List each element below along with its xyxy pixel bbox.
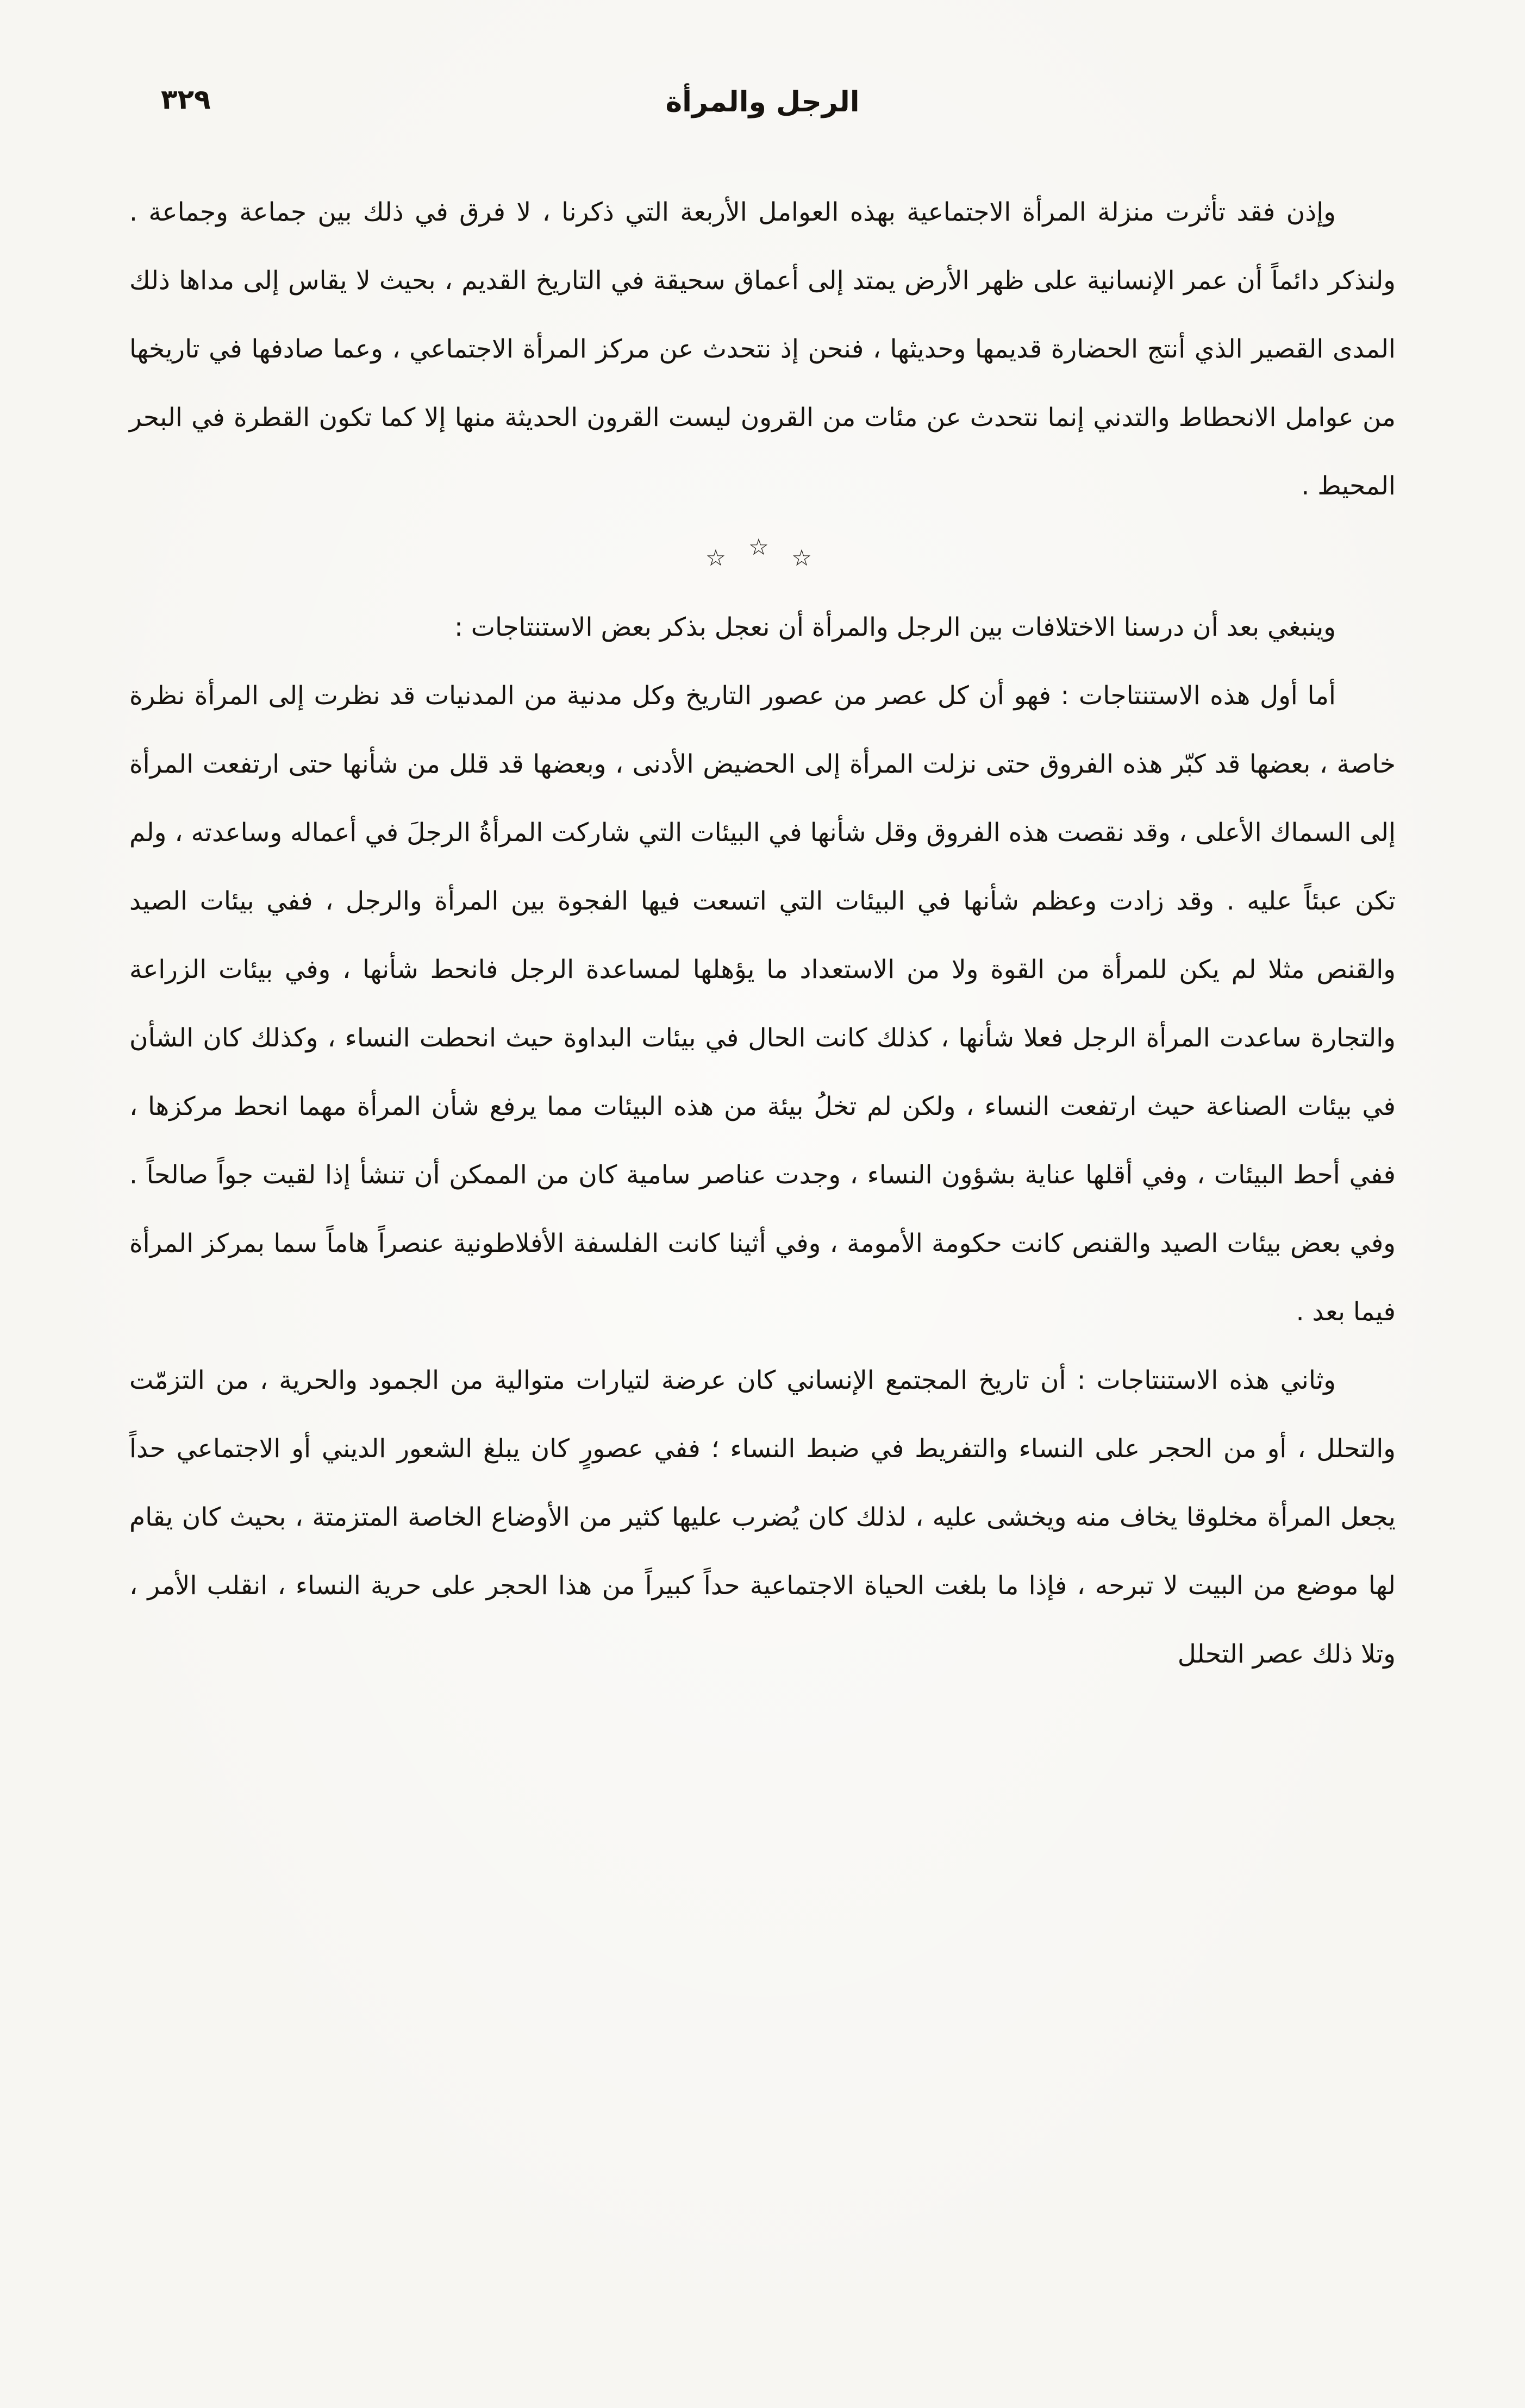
page-header (129, 81, 1396, 130)
section-separator (129, 528, 1396, 588)
star-icon: ☆ (705, 544, 734, 571)
page-number: ٣٢٩ (161, 84, 211, 115)
page-title: الرجل والمرأة (665, 86, 860, 118)
body-paragraph-3: أما أول هذه الاستنتاجات : فهو أن كل عصر من عصور التاريخ وكل مدنية من المدنيات قد نظرت إلى المرأة نظرة خاصة ، بعضها قد كبّر هذه الفروق حتى نزلت المرأة إلى الحضيض الأدنى ، وبعضها قد قلل من شأنها حتى ارتفعت المرأة إلى السماك الأعلى ، وقد نقصت هذه الفروق وقل شأنها في البيئات التي شاركت المرأةُ الرجلَ في أعماله وساعدته ، ولم تكن عبئاً عليه . وقد زادت وعظم شأنها في البيئات التي اتسعت فيها الفجوة بين المرأة والرجل ، ففي بيئات الصيد والقنص مثلا لم يكن للمرأة من القوة ولا من الاستعداد ما يؤهلها لمساعدة الرجل فانحط شأنها ، وفي بيئات الزراعة والتجارة ساعدت المرأة الرجل فعلا شأنها ، كذلك كانت الحال في بيئات البداوة حيث انحطت النساء ، وكذلك كان الشأن في بيئات الصناعة حيث ارتفعت النساء ، ولكن لم تخلُ بيئة من هذه البيئات مما يرفع شأن المرأة مهما انحط مركزها ، ففي أحط البيئات ، وفي أقلها عناية بشؤون النساء ، وجدت عناصر سامية كان من الممكن أن تنشأ إذا لقيت جواً صالحاً . وفي بعض بيئات الصيد والقنص كانت حكومة الأمومة ، وفي أثينا كانت الفلسفة الأفلاطونية عنصراً هاماً سما بمركز المرأة فيما بعد . (129, 681, 1396, 1327)
star-icon: ☆ (791, 544, 820, 571)
body-paragraph-2: وينبغي بعد أن درسنا الاختلافات بين الرجل والمرأة أن نعجل بذكر بعض الاستنتاجات : (454, 612, 1336, 642)
body-paragraph-1: وإذن فقد تأثرت منزلة المرأة الاجتماعية بهذه العوامل الأربعة التي ذكرنا ، لا فرق في ذلك بين جماعة وجماعة . ولنذكر دائماً أن عمر الإنسانية على ظهر الأرض يمتد إلى أعماق سحيقة في التاريخ القديم ، بحيث لا يقاس إلى مداها ذلك المدى القصير الذي أنتج الحضارة قديمها وحديثها ، فنحن إذ نتحدث عن مركز المرأة الاجتماعي ، وعما صادفها في تاريخها من عوامل الانحطاط والتدني إنما نتحدث عن مئات من القرون ليست القرون الحديثة منها إلا كما تكون القطرة في البحر المحيط . (129, 197, 1396, 501)
star-icon: ☆ (748, 534, 777, 560)
page-body (129, 178, 1396, 1689)
body-paragraph-4: وثاني هذه الاستنتاجات : أن تاريخ المجتمع الإنساني كان عرضة لتيارات متوالية من الجمود والحرية ، من التزمّت والتحلل ، أو من الحجر على النساء والتفريط في ضبط النساء ؛ ففي عصورٍ كان يبلغ الشعور الديني أو الاجتماعي حداً يجعل المرأة مخلوقا يخاف منه ويخشى عليه ، لذلك كان يُضرب عليها كثير من الأوضاع الخاصة المتزمتة ، بحيث كان يقام لها موضع من البيت لا تبرحه ، فإذا ما بلغت الحياة الاجتماعية حداً كبيراً من هذا الحجر على حرية النساء ، انقلب الأمر ، وتلا ذلك عصر التحلل (129, 1365, 1396, 1669)
